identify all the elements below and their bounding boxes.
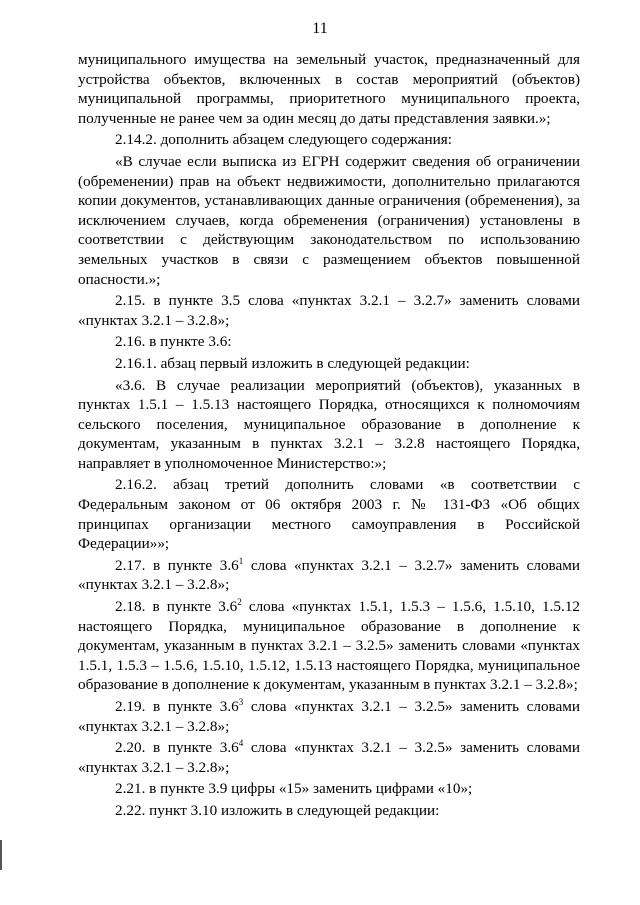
superscript: 1 (238, 555, 244, 566)
paragraph-text: слова «пунктах 3.2.1 – 3.2.5» заменить словами «пунктах 3.2.1 – 3.2.8»; (78, 739, 580, 776)
paragraph-text: 2.20. в пункте 3.6 (115, 739, 239, 757)
paragraph-quote-3-6: «3.6. В случае реализации мероприятий (объектов), указанных в пунктах 1.5.1 – 1.5.13 настоящего Порядка, относящихся к полномочиям сельского поселения, муниципальное образование в дополнение к документам, указанным в пунктах 3.2.1 – 3.2.8 настоящего Порядка, направляет в уполномоченное Министерство:»; (78, 376, 580, 472)
superscript: 2 (237, 597, 242, 608)
paragraph-2-19 (78, 697, 580, 736)
paragraph-continuation: муниципального имущества на земельный участок, предназначенный для устройства объектов, включенных в состав мероприятий (объектов) муниципальной программы, приоритетного муниципального проекта, полученные не ранее чем за один месяц до даты представления заявки.»; (78, 51, 580, 127)
paragraph-2-17 (78, 556, 580, 595)
scan-edge-mark (0, 840, 2, 870)
paragraph-2-14-2: 2.14.2. дополнить абзацем следующего содержания: (115, 131, 452, 149)
paragraph-2-22: 2.22. пункт 3.10 изложить в следующей редакции: (115, 801, 440, 819)
superscript: 4 (238, 738, 244, 749)
page-number: 11 (312, 20, 328, 37)
document-body (78, 50, 580, 821)
paragraph-2-21: 2.21. в пункте 3.9 цифры «15» заменить цифрами «10»; (115, 780, 473, 798)
paragraph-text: 2.18. в пункте 3.6 (115, 598, 238, 616)
paragraph-text: слова «пунктах 1.5.1, 1.5.3 – 1.5.6, 1.5.10, 1.5.12 настоящего Порядка, муниципальное образование в дополнение к документам, указанным в пунктах 3.2.1 – 3.2.5» заменить словами «пунктах 1.5.1, 1.5.3 – 1.5.6, 1.5.10, 1.5.12, 1.5.13 настоящего Порядка, муниципальное образование в дополнение к документам, указанным в пунктах 3.2.1 – 3.2.8»; (78, 598, 581, 694)
paragraph-2-15: 2.15. в пункте 3.5 слова «пунктах 3.2.1 – 3.2.7» заменить словами «пунктах 3.2.1 – 3.2.8»; (78, 292, 580, 329)
paragraph-text: 2.19. в пункте 3.6 (115, 698, 239, 715)
paragraph-quote-egrn: «В случае если выписка из ЕГРН содержит сведения об ограничении (обременении) прав на объект недвижимости, дополнительно прилагаются копии документов, устанавливающих данные ограничения (обременения), за исключением случаев, когда обременения (ограничения) установлены в соответствии с действующим законодательством по использованию земельных участков в связи с размещением объектов повышенной опасности.»; (78, 152, 580, 288)
paragraph-2-16-2: 2.16.2. абзац третий дополнить словами «в соответствии с Федеральным законом от 06 октября 2003 г. № 131-ФЗ «Об общих принципах организации местного самоуправления в Российской Федерации»»; (78, 476, 580, 553)
paragraph-text: 2.17. в пункте 3.6 (115, 556, 239, 574)
paragraph-2-16: 2.16. в пункте 3.6: (115, 333, 232, 351)
paragraph-text: слова «пунктах 3.2.1 – 3.2.5» заменить словами «пунктах 3.2.1 – 3.2.8»; (78, 698, 580, 735)
paragraph-2-18 (78, 597, 580, 695)
superscript: 3 (238, 697, 244, 707)
paragraph-text: слова «пунктах 3.2.1 – 3.2.7» заменить словами «пунктах 3.2.1 – 3.2.8»; (78, 556, 580, 594)
paragraph-2-16-1: 2.16.1. абзац первый изложить в следующей редакции: (115, 354, 470, 372)
paragraph-2-20 (78, 738, 580, 777)
